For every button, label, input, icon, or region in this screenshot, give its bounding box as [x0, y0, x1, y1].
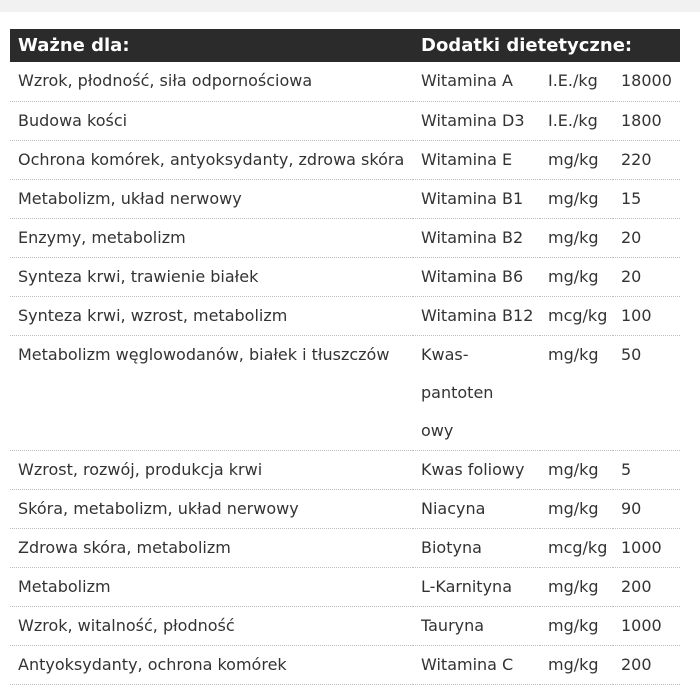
cell-amount: 20	[613, 218, 680, 257]
cell-amount: 1800	[613, 101, 680, 140]
cell-unit: mg/kg	[540, 335, 613, 450]
cell-supplement: Witamina B2	[413, 218, 540, 257]
table-row	[10, 450, 680, 489]
table-row	[10, 101, 680, 140]
cell-supplement-text: Kwas-pantotenowy	[421, 344, 494, 440]
header-uses: Ważne dla:	[18, 35, 130, 56]
cell-unit: mcg/kg	[540, 296, 613, 335]
cell-unit: I.E./kg	[540, 101, 613, 140]
cell-amount: 50	[613, 335, 680, 450]
cell-use: Synteza krwi, wzrost, metabolizm	[10, 296, 413, 335]
top-gray-band	[0, 0, 700, 12]
cell-use: Enzymy, metabolizm	[10, 218, 413, 257]
cell-amount: 20	[613, 257, 680, 296]
table-header-row	[10, 29, 680, 62]
cell-supplement: Witamina D3	[413, 101, 540, 140]
table-row	[10, 218, 680, 257]
cell-use: Ochrona komórek, antyoksydanty, zdrowa skóra	[10, 140, 413, 179]
cell-amount: 100	[613, 296, 680, 335]
cell-supplement: Niacyna	[413, 489, 540, 528]
cell-unit: mg/kg	[540, 645, 613, 684]
cell-amount: 1000	[613, 606, 680, 645]
cell-amount: 18000	[613, 62, 680, 101]
cell-amount: 15	[613, 179, 680, 218]
cell-use: Skóra, metabolizm, układ nerwowy	[10, 489, 413, 528]
cell-use: Metabolizm	[10, 567, 413, 606]
cell-unit: mg/kg	[540, 567, 613, 606]
cell-use: Metabolizm węglowodanów, białek i tłuszczów	[10, 335, 413, 450]
cell-supplement: Witamina C	[413, 645, 540, 684]
header-supplements: Dodatki dietetyczne:	[421, 35, 633, 56]
table-row	[10, 140, 680, 179]
cell-unit: mg/kg	[540, 257, 613, 296]
cell-amount: 90	[613, 489, 680, 528]
table-row	[10, 489, 680, 528]
cell-use: Wzrost, rozwój, produkcja krwi	[10, 450, 413, 489]
table-row	[10, 179, 680, 218]
cell-use: Wzrok, płodność, siła odpornościowa	[10, 62, 413, 101]
cell-amount: 5	[613, 450, 680, 489]
table-row	[10, 567, 680, 606]
cell-amount: 1000	[613, 528, 680, 567]
cell-use: Budowa kości	[10, 101, 413, 140]
table-row	[10, 296, 680, 335]
cell-supplement: Witamina A	[413, 62, 540, 101]
cell-unit: mg/kg	[540, 140, 613, 179]
cell-amount: 200	[613, 645, 680, 684]
cell-unit: mg/kg	[540, 179, 613, 218]
table-row	[10, 606, 680, 645]
cell-amount: 220	[613, 140, 680, 179]
cell-supplement: Witamina B1	[413, 179, 540, 218]
cell-supplement: Tauryna	[413, 606, 540, 645]
cell-use: Synteza krwi, trawienie białek	[10, 257, 413, 296]
table-row	[10, 645, 680, 684]
cell-supplement	[413, 335, 540, 450]
cell-supplement: L-Karnityna	[413, 567, 540, 606]
table-row	[10, 257, 680, 296]
cell-supplement: Witamina B12	[413, 296, 540, 335]
cell-supplement: Kwas foliowy	[413, 450, 540, 489]
cell-use: Antyoksydanty, ochrona komórek	[10, 645, 413, 684]
cell-use: Metabolizm, układ nerwowy	[10, 179, 413, 218]
table-row	[10, 62, 680, 101]
cell-unit: mg/kg	[540, 218, 613, 257]
cell-unit: mcg/kg	[540, 528, 613, 567]
supplements-table	[10, 29, 680, 685]
table-row	[10, 335, 680, 450]
cell-use: Wzrok, witalność, płodność	[10, 606, 413, 645]
cell-supplement: Witamina B6	[413, 257, 540, 296]
cell-unit: mg/kg	[540, 450, 613, 489]
cell-unit: mg/kg	[540, 489, 613, 528]
cell-supplement: Biotyna	[413, 528, 540, 567]
cell-use: Zdrowa skóra, metabolizm	[10, 528, 413, 567]
table-row	[10, 528, 680, 567]
cell-unit: I.E./kg	[540, 62, 613, 101]
cell-unit: mg/kg	[540, 606, 613, 645]
cell-supplement: Witamina E	[413, 140, 540, 179]
cell-amount: 200	[613, 567, 680, 606]
